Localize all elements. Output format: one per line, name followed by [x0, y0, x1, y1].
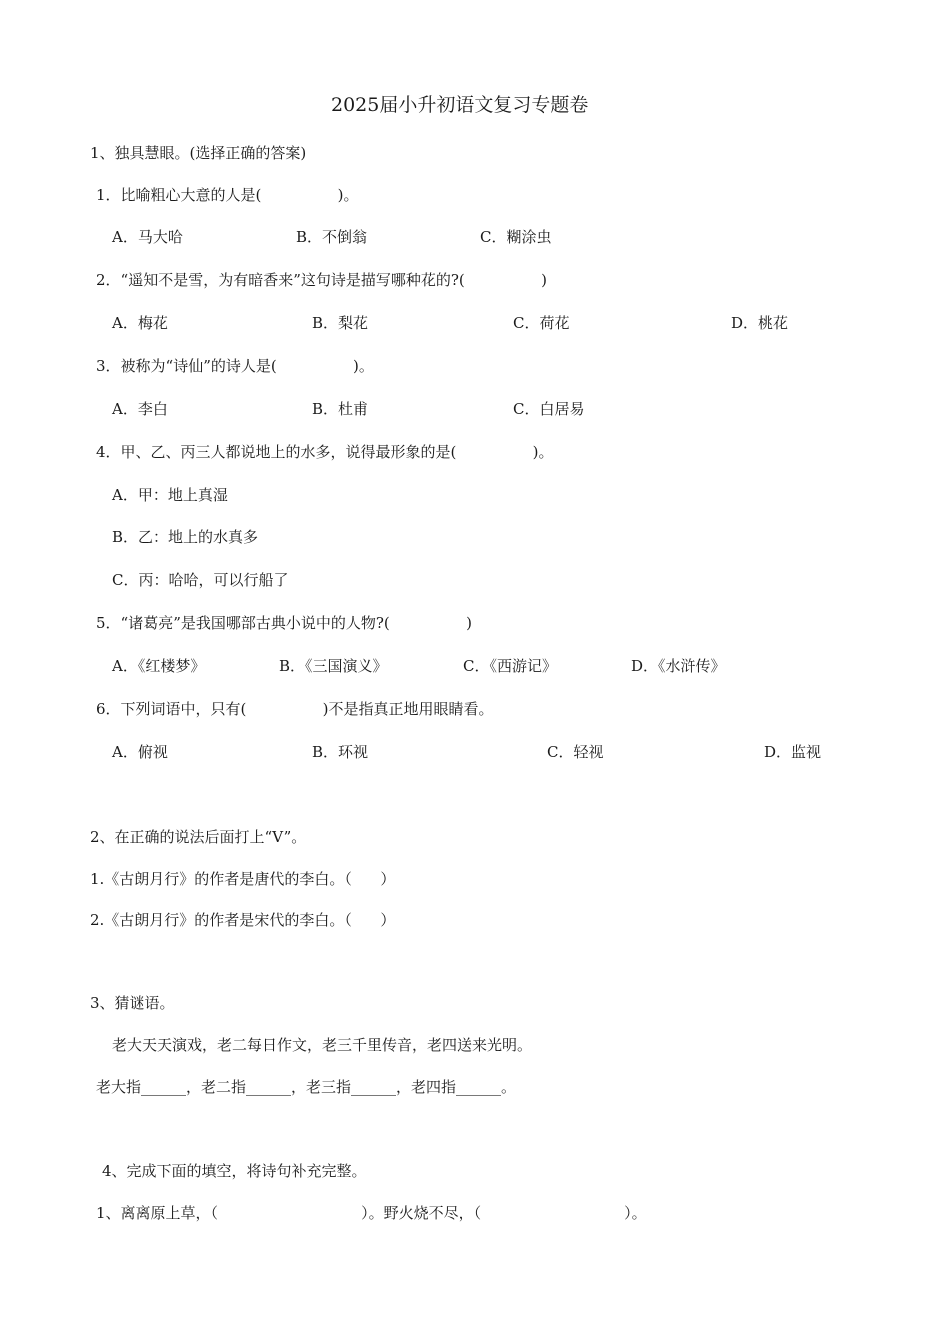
q3-stem: 3．被称为“诗仙”的诗人是( )。 — [96, 357, 374, 375]
page-title: 2025届小升初语文复习专题卷 — [331, 94, 589, 116]
q1-option-c: C．糊涂虫 — [480, 228, 552, 246]
section4-heading: 4、完成下面的填空，将诗句补充完整。 — [102, 1162, 367, 1180]
q6-option-c: C．轻视 — [547, 743, 604, 761]
q5-option-a: A．《红楼梦》 — [112, 657, 206, 675]
q1-option-a: A．马大哈 — [112, 228, 183, 246]
q5-stem: 5．“诸葛亮”是我国哪部古典小说中的人物?( ) — [96, 614, 472, 632]
q4-option-c: C．丙：哈哈，可以行船了 — [112, 571, 289, 589]
q4-option-a: A．甲：地上真湿 — [112, 486, 228, 504]
q1-option-b: B．不倒翁 — [296, 228, 368, 246]
q2-stem: 2．“遥知不是雪，为有暗香来”这句诗是描写哪种花的?( ) — [96, 271, 547, 289]
q6-option-b: B．环视 — [312, 743, 369, 761]
riddle-answer-line: 老大指______，老二指______，老三指______，老四指______。 — [96, 1078, 517, 1096]
q5-option-c: C．《西游记》 — [463, 657, 557, 675]
q6-option-a: A．俯视 — [112, 743, 168, 761]
q2-option-c: C．荷花 — [513, 314, 570, 332]
q6-stem: 6．下列词语中，只有( )不是指真正地用眼睛看。 — [96, 700, 494, 718]
q4-option-b: B．乙：地上的水真多 — [112, 528, 259, 546]
q3-option-c: C．白居易 — [513, 400, 585, 418]
q2-option-d: D．桃花 — [731, 314, 789, 332]
q1-stem: 1．比喻粗心大意的人是( )。 — [96, 186, 359, 204]
q5-option-d: D．《水浒传》 — [631, 657, 726, 675]
q2-option-a: A．梅花 — [112, 314, 168, 332]
section2-heading: 2、在正确的说法后面打上“V”。 — [90, 828, 307, 846]
section1-heading: 1、独具慧眼。(选择正确的答案) — [90, 144, 307, 162]
q5-option-b: B．《三国演义》 — [279, 657, 388, 675]
q2-option-b: B．梨花 — [312, 314, 369, 332]
section2-item-1: 1.《古朗月行》的作者是唐代的李白。（ ） — [90, 870, 396, 888]
section2-item-2: 2.《古朗月行》的作者是宋代的李白。（ ） — [90, 911, 396, 929]
riddle-text: 老大天天演戏，老二每日作文，老三千里传音，老四送来光明。 — [112, 1036, 533, 1054]
q4-stem: 4．甲、乙、丙三人都说地上的水多，说得最形象的是( )。 — [96, 443, 554, 461]
section3-heading: 3、猜谜语。 — [90, 994, 175, 1012]
poem-fill-line-1: 1、离离原上草，（ ）。野火烧不尽，（ ）。 — [96, 1204, 647, 1222]
q6-option-d: D．监视 — [764, 743, 822, 761]
q3-option-b: B．杜甫 — [312, 400, 369, 418]
q3-option-a: A．李白 — [112, 400, 168, 418]
